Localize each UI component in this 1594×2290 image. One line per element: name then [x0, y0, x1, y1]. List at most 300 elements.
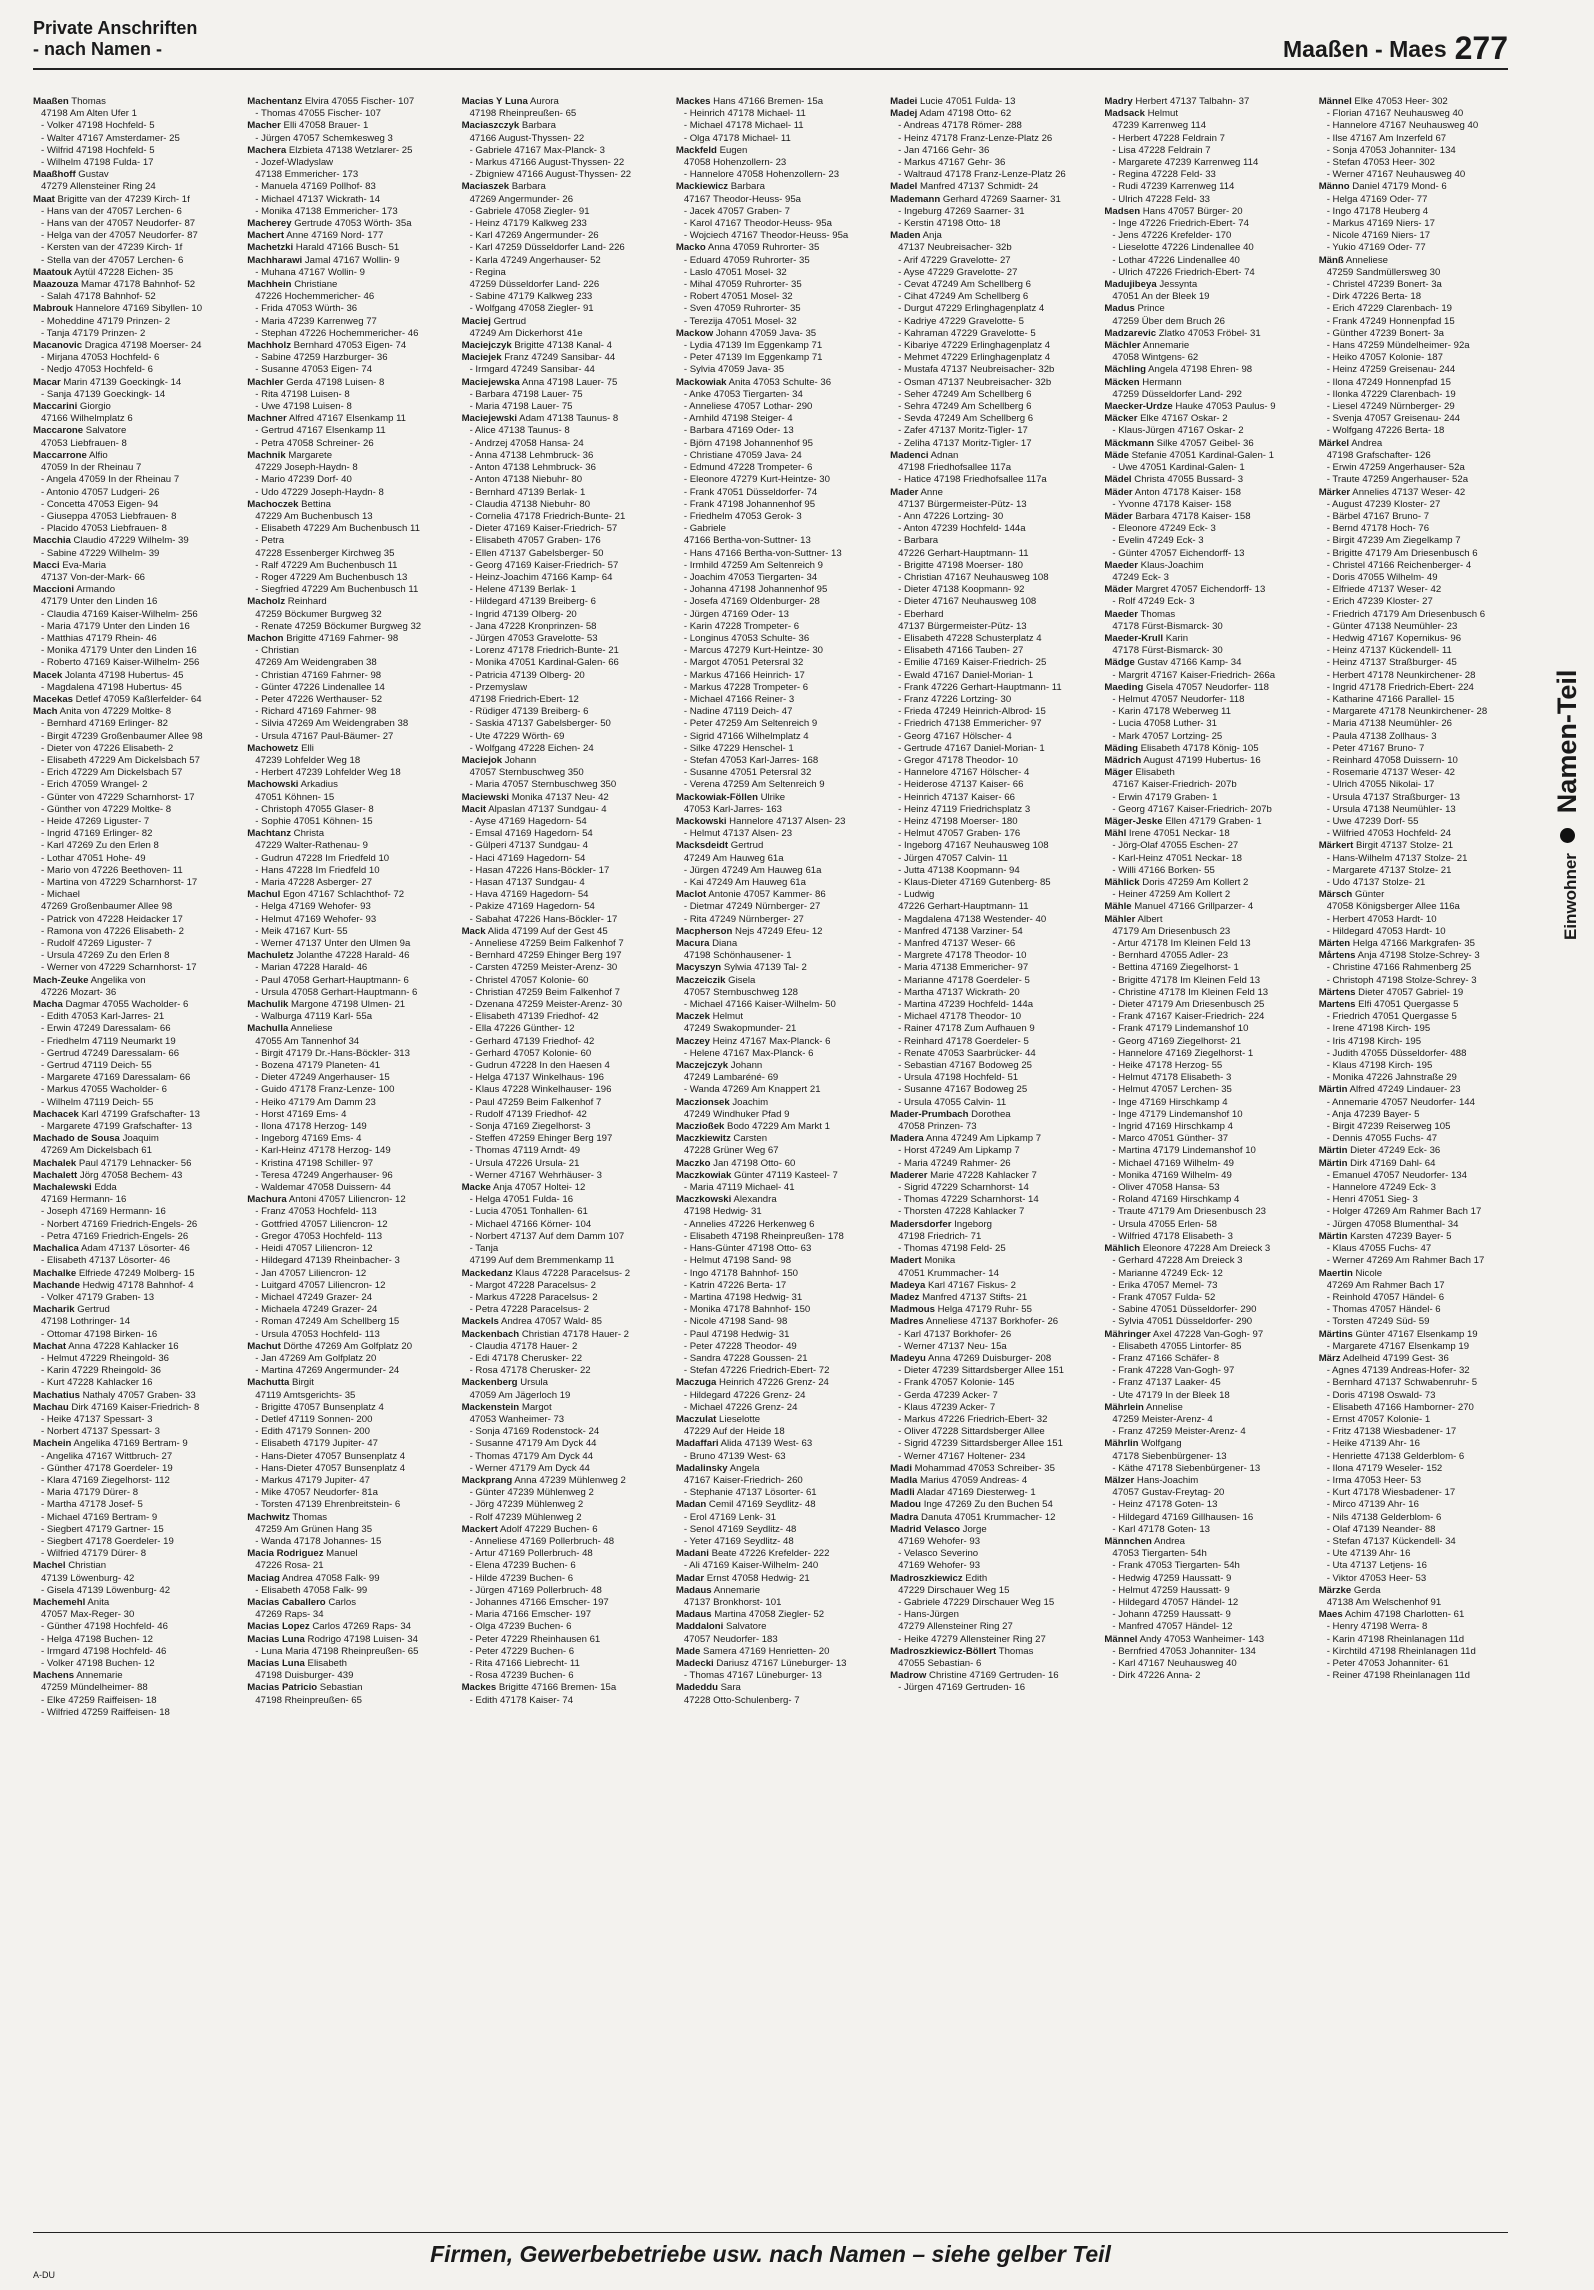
- entry-detail: Danuta 47051 Krummacher- 12: [918, 1511, 1056, 1523]
- entry-detail: Ellen 47179 Graben- 1: [1162, 815, 1262, 827]
- entry-detail: Helga 47166 Markgrafen- 35: [1350, 938, 1475, 950]
- sub-entry: - Thomas 47167 Lüneburger- 13: [683, 1670, 822, 1682]
- sub-entry: - Anke 47053 Tiergarten- 34: [683, 388, 803, 400]
- sub-entry: 47269 Am Weidengraben 38: [255, 657, 377, 669]
- name-entry: [890, 1292, 1100, 1304]
- sub-entry: 47167 Theodor-Heuss- 95a: [683, 193, 802, 205]
- entry-detail: Elfriede 47249 Molberg- 15: [76, 1267, 195, 1279]
- sub-entry: - Paul 47198 Hedwig- 31: [683, 1328, 790, 1340]
- entry-detail: Gerhard 47269 Saarner- 31: [940, 193, 1061, 205]
- surname: Madert: [890, 1255, 922, 1267]
- sub-entry: - Ingrid 47169 Hirschkamp 4: [1112, 1121, 1233, 1133]
- sub-entry: 47058 Königsberger Allee 116a: [1326, 901, 1460, 913]
- sub-entry: - Agnes 47139 Andreas-Hofer- 32: [1326, 1365, 1470, 1377]
- sub-entry: - Hasan 47137 Sundgau- 4: [469, 877, 585, 888]
- surname: Macias Lopez: [247, 1621, 310, 1633]
- entry-detail: Anja: [920, 230, 942, 242]
- sub-entry: - Michael: [41, 889, 80, 901]
- sub-entry: - Heike 47279 Allensteiner Ring 27: [898, 1633, 1046, 1645]
- sub-entry: - Klaus 47198 Kirch- 195: [1326, 1060, 1433, 1072]
- sub-entry: - Andrzej 47058 Hansa- 24: [469, 437, 584, 449]
- sub-entry: - Karl 47167 Neuhausweg 40: [1112, 1658, 1237, 1669]
- sub-entry: - Sehra 47249 Am Schellberg 6: [898, 401, 1032, 413]
- sub-entry: - Muhana 47167 Wollin- 9: [255, 266, 365, 278]
- sub-entry: - Tanja 47179 Prinzen- 2: [41, 327, 146, 339]
- sub-entry: 47198 Schönhausener- 1: [683, 950, 792, 962]
- sub-entry: 47166 Bertha-von-Suttner- 13: [683, 535, 811, 547]
- sub-entry: - Hildegard 47053 Hardt- 10: [1326, 925, 1446, 937]
- sub-entry: - Hannelore 47058 Hohenzollern- 23: [683, 169, 840, 181]
- name-entry: [1104, 487, 1314, 499]
- sub-entry: - Doris 47055 Wilhelm- 49: [1326, 571, 1438, 583]
- sub-entry: - Brigitte 47198 Moerser- 180: [898, 559, 1023, 571]
- surname: Macher: [247, 120, 281, 132]
- surname: Machulik: [247, 999, 289, 1011]
- surname: Mänß: [1318, 254, 1344, 266]
- sub-entry: - Verena 47259 Am Seltenreich 9: [683, 779, 825, 791]
- sub-entry: - Helmut 47178 Elisabeth- 3: [1112, 1072, 1232, 1084]
- name-entry: [676, 1463, 886, 1475]
- entry-detail: Annemarie: [74, 1670, 123, 1682]
- sub-entry: - Anja 47239 Bayer- 5: [1326, 1108, 1420, 1120]
- name-entry: [247, 120, 457, 132]
- sub-entry: - Rosemarie 47137 Weser- 42: [1326, 767, 1456, 779]
- name-entry: [890, 1524, 1100, 1536]
- sub-entry: 47053 Tiergarten- 54h: [1112, 1548, 1207, 1560]
- sub-entry: - Waldemar 47058 Duissern- 44: [255, 1182, 391, 1194]
- entry-detail: Franz 47249 Sansibar- 44: [501, 352, 616, 364]
- sub-entry: - Birgit 47239 Großenbaumer Allee 98: [41, 730, 203, 742]
- sub-entry: - Richard 47169 Fahrner- 98: [255, 706, 377, 718]
- sub-entry: - Bozena 47179 Planeten- 41: [255, 1060, 381, 1072]
- sub-entry: - Ursula 47167 Paul-Bäumer- 27: [255, 730, 394, 742]
- surname: Mackert: [461, 1523, 498, 1535]
- entry-detail: Manfred 47137 Stifts- 21: [919, 1291, 1028, 1303]
- entry-detail: Herbert 47137 Talbahn- 37: [1132, 96, 1250, 107]
- surname: Mächler: [1104, 340, 1141, 352]
- sub-entry: - Bernhard 47055 Adler- 23: [1112, 950, 1229, 962]
- entry-detail: Doris 47259 Am Kollert 2: [1139, 877, 1249, 888]
- sub-entry: 47053 Wanheimer- 73: [469, 1413, 565, 1425]
- sub-entry: - Irmgard 47198 Hochfeld- 46: [41, 1645, 167, 1657]
- sub-entry: - Mark 47057 Lortzing- 25: [1112, 730, 1223, 742]
- sub-entry: - Werner 47167 Wehrhäuser- 3: [469, 1169, 602, 1181]
- entry-detail: Christine 47169 Gertruden- 16: [926, 1670, 1059, 1682]
- entry-detail: Birgit 47137 Stolze- 21: [1353, 840, 1454, 852]
- name-entry: [33, 1438, 243, 1450]
- sub-entry: 47059 In der Rheinau 7: [41, 462, 142, 474]
- sub-entry: - Durgut 47229 Erlinghagenplatz 4: [898, 303, 1045, 315]
- surname: Maclot: [675, 889, 707, 901]
- sub-entry: - Bernhard 47259 Ehinger Berg 197: [469, 950, 622, 962]
- sub-entry: - Edith 47178 Kaiser- 74: [469, 1694, 574, 1706]
- name-entry: [33, 169, 243, 181]
- header-range: [1283, 30, 1508, 67]
- surname: Mårtens: [1318, 950, 1356, 962]
- sub-entry: - Karl 47259 Düsseldorfer Land- 226: [469, 242, 625, 254]
- surname: Machel: [33, 1560, 66, 1572]
- surname: Machalek: [33, 1157, 77, 1169]
- name-entry: [676, 181, 886, 193]
- name-entry: [33, 1560, 243, 1572]
- name-entry: [33, 401, 243, 413]
- sub-entry: - Helmut 47057 Graben- 176: [898, 828, 1021, 840]
- sub-entry: 47229 Auf der Heide 18: [683, 1426, 785, 1438]
- sub-entry: - Heide 47269 Liguster- 7: [41, 815, 150, 827]
- sub-entry: - Sigrid 47166 Wilhelmplatz 4: [683, 730, 809, 742]
- entry-detail: Angela: [727, 1462, 760, 1474]
- sub-entry: - Rita 47249 Nürnberger- 27: [683, 913, 804, 925]
- sub-entry: 47229 Joseph-Haydn- 8: [255, 462, 358, 474]
- sub-entry: - Wojciech 47167 Theodor-Heuss- 95a: [683, 230, 849, 242]
- sub-entry: - Manfred 47057 Händel- 12: [1112, 1621, 1233, 1633]
- name-entry: [890, 1304, 1100, 1316]
- surname: Maccarone: [33, 425, 84, 437]
- name-entry: [247, 1658, 457, 1670]
- sub-entry: - Monika 47138 Emmericher- 173: [255, 205, 398, 217]
- sub-entry: - Herbert 47228 Feldrain 7: [1112, 132, 1225, 144]
- sub-entry: - Lieselotte 47226 Lindenallee 40: [1112, 242, 1254, 254]
- entry-detail: Anna 47249 Am Lipkamp 7: [923, 1133, 1042, 1145]
- sub-entry: 47169 Wehofer- 93: [898, 1560, 981, 1572]
- name-entry: [676, 1658, 886, 1670]
- name-entry: [676, 377, 886, 389]
- entry-detail: Helga 47179 Ruhr- 55: [934, 1304, 1032, 1316]
- surname: Machhein: [247, 279, 292, 291]
- name-entry: [1104, 584, 1314, 596]
- name-entry: [247, 218, 457, 230]
- sub-entry: - Klaus 47228 Winkelhauser- 196: [469, 1084, 612, 1096]
- sub-entry: - Jürgen 47169 Gertruden- 16: [898, 1682, 1026, 1694]
- sub-entry: - Bärbel 47167 Bruno- 7: [1326, 510, 1430, 522]
- surname: Mählich: [1104, 1243, 1141, 1255]
- entry-detail: Nicole: [1352, 1267, 1383, 1279]
- sub-entry: - Dennis 47055 Fuchs- 47: [1326, 1133, 1438, 1145]
- sub-entry: - Hans-Jürgen: [898, 1609, 959, 1621]
- surname: Machande: [33, 1279, 80, 1291]
- sub-entry: - Margrete 47178 Theodor- 10: [898, 950, 1027, 962]
- name-entry: [676, 242, 886, 254]
- sub-entry: - Werner 47137 Unter den Ulmen 9a: [255, 938, 411, 950]
- sub-entry: - Wanda 47269 Am Knappert 21: [683, 1084, 821, 1096]
- sub-entry: - Przemyslaw: [469, 681, 528, 693]
- name-entry: [890, 1499, 1100, 1511]
- sub-entry: - Ursula 47053 Hochfeld- 113: [255, 1328, 380, 1340]
- name-entry: [676, 1548, 886, 1560]
- sub-entry: 47057 Sternbuschweg 350: [469, 767, 584, 779]
- sub-entry: - Georg 47169 Ziegelhorst- 21: [1112, 1035, 1241, 1047]
- sub-entry: - Reiner 47198 Rheinlanagen 11d: [1326, 1670, 1470, 1682]
- sub-entry: - Michael 47169 Bertram- 9: [41, 1511, 158, 1523]
- sub-entry: - Sanja 47139 Goeckingk- 14: [41, 388, 166, 400]
- sub-entry: - Werner 47269 Am Rahmer Bach 17: [1326, 1255, 1485, 1267]
- name-entry: [890, 1487, 1100, 1499]
- header-title-line2: - nach Namen -: [33, 39, 163, 59]
- directory-column: [1319, 96, 1533, 2226]
- sub-entry: - Yeter 47169 Seydlitz- 48: [683, 1535, 794, 1547]
- name-entry: [1319, 1231, 1529, 1243]
- name-entry: [676, 1060, 886, 1072]
- surname: Mader: [890, 486, 919, 498]
- sub-entry: 47138 Am Welschenhof 91: [1326, 1596, 1442, 1608]
- sub-entry: - Giuseppa 47053 Liebfrauen- 8: [41, 510, 177, 522]
- sub-entry: - Kristina 47198 Schiller- 97: [255, 1157, 374, 1169]
- sub-entry: - Frank 47198 Johannenhof 95: [683, 498, 816, 510]
- sub-entry: - Nadine 47119 Deich- 47: [683, 706, 793, 718]
- entry-detail: Gustav 47166 Kamp- 34: [1134, 657, 1242, 669]
- sub-entry: - Werner 47167 Neuhausweg 40: [1326, 169, 1466, 181]
- name-entry: [676, 1377, 886, 1389]
- surname: Maciejek: [461, 352, 502, 364]
- name-entry: [462, 316, 672, 328]
- surname: Maciaszczyk: [461, 120, 520, 132]
- name-entry: [890, 1133, 1100, 1145]
- surname: Machutta: [247, 1377, 290, 1389]
- sub-entry: 47198 Friedrich- 71: [898, 1230, 982, 1242]
- sub-entry: - Maria 47138 Emmericher- 97: [898, 962, 1029, 974]
- sub-entry: - Jan 47166 Gehr- 36: [898, 144, 990, 156]
- sub-entry: - Stella van der 47057 Lerchen- 6: [41, 254, 184, 266]
- surname: Maeder-Krull: [1104, 632, 1164, 644]
- sub-entry: - Sigrid 47229 Scharnhorst- 14: [898, 1182, 1029, 1194]
- sub-entry: 47058 Wintgens- 62: [1112, 352, 1199, 364]
- surname: Mährlin: [1104, 1438, 1139, 1450]
- surname: Männel: [1318, 96, 1352, 107]
- entry-detail: Alexandra: [731, 1194, 777, 1206]
- sub-entry: - Jozef-Wladyslaw: [255, 157, 334, 169]
- sub-entry: - Joachim 47053 Tiergarten- 34: [683, 571, 818, 583]
- sub-entry: - Ursula 47138 Neumühler- 13: [1326, 803, 1456, 815]
- sub-entry: - Lucia 47051 Tonhallen- 61: [469, 1206, 588, 1218]
- sub-entry: - Rudi 47239 Karrenweg 114: [1112, 181, 1235, 193]
- sub-entry: 47058 Prinzen- 73: [898, 1121, 977, 1133]
- sub-entry: - Meik 47167 Kurt- 55: [255, 925, 348, 937]
- sub-entry: 47178 Siebenbürgener- 13: [1112, 1450, 1227, 1462]
- sub-entry: - Michael 47226 Grenz- 24: [683, 1401, 798, 1413]
- name-entry: [33, 706, 243, 718]
- name-entry: [676, 1133, 886, 1145]
- surname: Märker: [1318, 486, 1351, 498]
- sub-entry: - Margarete 47178 Neunkirchener- 28: [1326, 706, 1488, 718]
- name-entry: [462, 1268, 672, 1280]
- sub-entry: - Elfriede 47137 Weser- 42: [1326, 584, 1442, 596]
- sub-entry: - Cevat 47249 Am Schellberg 6: [898, 279, 1031, 291]
- sub-entry: - Claudia 47138 Niebuhr- 80: [469, 498, 591, 510]
- name-entry: [676, 962, 886, 974]
- entry-detail: Gertrude 47053 Wörth- 35a: [291, 218, 412, 230]
- sub-entry: - Monika 47051 Kardinal-Galen- 66: [469, 657, 619, 669]
- sub-entry: - Guido 47178 Franz-Lenze- 100: [255, 1084, 395, 1096]
- sub-entry: - Ingrid 47169 Erlinger- 82: [41, 828, 153, 840]
- entry-detail: Andrea: [1349, 437, 1383, 449]
- sub-entry: - Christine 47178 Im Kleinen Feld 13: [1112, 986, 1269, 998]
- sub-entry: - Erol 47169 Lenk- 31: [683, 1511, 777, 1523]
- sub-entry: - Brigitte 47179 Am Driesenbusch 6: [1326, 547, 1478, 559]
- entry-detail: Ulrike: [757, 791, 786, 803]
- entry-detail: Johann: [502, 754, 537, 766]
- sub-entry: - Ali 47169 Kaiser-Wilhelm- 240: [683, 1560, 819, 1572]
- name-entry: [1104, 1438, 1314, 1450]
- name-entry: [676, 1682, 886, 1694]
- sub-entry: - Mihal 47059 Ruhrorter- 35: [683, 279, 802, 291]
- sub-entry: - Mirco 47139 Ahr- 16: [1326, 1499, 1419, 1511]
- sub-entry: - Christian 47167 Neuhausweg 108: [898, 571, 1049, 583]
- sub-entry: - Monika 47169 Wilhelm- 49: [1112, 1169, 1232, 1181]
- sub-entry: - Günter 47057 Eichendorff- 13: [1112, 547, 1245, 559]
- surname: Machau: [33, 1401, 69, 1413]
- sub-entry: - Heidi 47057 Liliencron- 12: [255, 1243, 373, 1255]
- sub-entry: - Dieter 47167 Neuhausweg 108: [898, 596, 1037, 608]
- entry-detail: Dörthe 47269 Am Golfplatz 20: [280, 1340, 413, 1352]
- sub-entry: 47199 Auf dem Bremmenkamp 11: [469, 1255, 615, 1267]
- entry-detail: Günter 47119 Kasteel- 7: [731, 1169, 838, 1181]
- surname: Maat: [33, 193, 55, 205]
- sub-entry: - Werner von 47229 Scharnhorst- 17: [41, 962, 197, 974]
- sub-entry: - Volker 47179 Graben- 13: [41, 1291, 155, 1303]
- sub-entry: - Werner 47179 Am Dyck 44: [469, 1462, 590, 1474]
- sub-entry: - Karin 47178 Weberweg 11: [1112, 706, 1231, 718]
- surname: Madrid Velasco: [890, 1523, 960, 1535]
- sub-entry: - Peter 47139 Im Eggenkamp 71: [683, 352, 823, 364]
- entry-detail: Hans 47166 Bremen- 15a: [710, 96, 824, 107]
- sub-entry: - Käthe 47178 Siebenbürgener- 13: [1112, 1462, 1261, 1474]
- sub-entry: - Martina von 47229 Scharnhorst- 17: [41, 877, 198, 888]
- entry-detail: Angelika von: [88, 974, 146, 986]
- surname: Madaus: [675, 1609, 712, 1621]
- sub-entry: - Katrin 47226 Berta- 17: [683, 1279, 787, 1291]
- sub-entry: - Elisabeth 47198 Rheinpreußen- 178: [683, 1230, 844, 1242]
- name-entry: [1104, 1634, 1314, 1646]
- surname: Männo: [1318, 181, 1350, 193]
- entry-detail: Hans-Joachim: [1134, 1474, 1199, 1486]
- sub-entry: - Gabriele 47167 Max-Planck- 3: [469, 144, 606, 156]
- sub-entry: - Margarete 47199 Grafschafter- 13: [41, 1121, 192, 1133]
- sub-entry: - Franz 47166 Schäfer- 8: [1112, 1352, 1220, 1364]
- sub-entry: 47249 Lambaréné- 69: [683, 1072, 779, 1084]
- sub-entry: - Erika 47057 Memel- 73: [1112, 1279, 1218, 1291]
- sub-entry: - Jürgen 47057 Calvin- 11: [898, 852, 1008, 864]
- entry-detail: Manuel: [323, 1548, 358, 1560]
- entry-detail: Dieter 47057 Gabriel- 19: [1355, 986, 1464, 998]
- sub-entry: - Margarete 47167 Elsenkamp 19: [1326, 1340, 1470, 1352]
- sub-entry: 47198 Friedrich-Ebert- 12: [469, 693, 579, 705]
- entry-detail: Nathaly 47057 Graben- 33: [79, 1389, 196, 1401]
- entry-detail: Barbara 47178 Kaiser- 158: [1132, 510, 1251, 522]
- name-entry: [33, 1109, 243, 1121]
- sub-entry: - Ilonka 47229 Clarenbach- 19: [1326, 388, 1456, 400]
- surname: Märtin: [1318, 1157, 1348, 1169]
- surname: Mackenbach: [461, 1328, 520, 1340]
- surname: Maertin: [1318, 1267, 1353, 1279]
- name-entry: [890, 194, 1100, 206]
- sub-entry: - Anneliese 47057 Lothar- 290: [683, 401, 813, 413]
- sub-entry: - Heinz 47178 Franz-Lenze-Platz 26: [898, 132, 1053, 144]
- surname: Maden: [890, 230, 921, 242]
- sub-entry: 47269 Am Dickelsbach 61: [41, 1145, 152, 1157]
- name-entry: [247, 1621, 457, 1633]
- entry-detail: Anita von 47229 Moltke- 8: [57, 706, 172, 718]
- sub-entry: - Gertrude 47167 Daniel-Morian- 1: [898, 742, 1045, 754]
- sub-entry: - Annemarie 47057 Neudorfer- 144: [1326, 1096, 1475, 1108]
- sub-entry: - Ingo 47178 Heuberg 4: [1326, 205, 1429, 217]
- name-entry: [1319, 1585, 1529, 1597]
- name-entry: [1104, 560, 1314, 572]
- surname: Macharik: [33, 1304, 75, 1316]
- surname: Mackenstein: [461, 1401, 520, 1413]
- sub-entry: - Gerhard 47139 Friedhof- 42: [469, 1035, 595, 1047]
- sub-entry: - Eleonore 47249 Eck- 3: [1112, 523, 1216, 535]
- surname: Madzarevic: [1104, 327, 1157, 339]
- surname: Machtanz: [247, 828, 291, 840]
- surname: Made: [675, 1645, 701, 1657]
- sub-entry: - Werner 47137 Neu- 15a: [898, 1340, 1007, 1352]
- sub-entry: - Herbert 47053 Hardt- 10: [1326, 913, 1437, 925]
- sub-entry: - Margarete 47239 Karrenweg 114: [1112, 157, 1259, 169]
- entry-detail: Gerda 47198 Luisen- 8: [283, 376, 385, 388]
- sub-entry: - Maria 47179 Dürer- 8: [41, 1487, 139, 1499]
- sub-entry: - Hildegard 47139 Breiberg- 6: [469, 596, 596, 608]
- name-entry: [1104, 377, 1314, 389]
- sub-entry: - Henri 47051 Sieg- 3: [1326, 1194, 1418, 1206]
- surname: Maciejczyk: [461, 340, 512, 352]
- sub-entry: - Rudolf 47269 Liguster- 7: [41, 938, 152, 950]
- sub-entry: 47269 Raps- 34: [255, 1609, 324, 1621]
- entry-detail: Gerda: [1351, 1584, 1381, 1596]
- sub-entry: - Frank 47179 Lindemanshof 10: [1112, 1023, 1249, 1035]
- surname: Macanovic: [33, 340, 83, 352]
- sub-entry: - Angelika 47167 Wittbruch- 27: [41, 1450, 173, 1462]
- entry-detail: Brigitte 47138 Kanal- 4: [511, 340, 612, 352]
- sub-entry: - Eduard 47059 Ruhrorter- 35: [683, 254, 810, 266]
- entry-detail: Annelise: [1143, 1401, 1183, 1413]
- entry-detail: Anja 47057 Holtei- 12: [490, 1182, 586, 1194]
- sub-entry: - Wilhelm 47119 Deich- 55: [41, 1096, 154, 1108]
- sub-entry: - Reinhard 47178 Goerdeler- 5: [898, 1035, 1029, 1047]
- sub-entry: - Kai 47249 Am Hauweg 61a: [683, 877, 806, 888]
- entry-detail: Alfred 47249 Lindauer- 23: [1347, 1084, 1461, 1096]
- sub-entry: - Klara 47169 Ziegelhorst- 112: [41, 1474, 170, 1486]
- sub-entry: - Markus 47167 Gehr- 36: [898, 157, 1006, 169]
- sub-entry: - Maria 47198 Lauer- 75: [469, 401, 573, 413]
- surname: Madrow: [890, 1670, 927, 1682]
- name-entry: [1104, 328, 1314, 340]
- entry-detail: Manuel 47166 Grillparzer- 4: [1131, 901, 1254, 913]
- sub-entry: - Gerhard 47228 Am Dreieck 3: [1112, 1255, 1243, 1267]
- sub-entry: 47259 Böckumer Burgweg 32: [255, 608, 382, 620]
- name-entry: [247, 499, 457, 511]
- entry-detail: Anja 47198 Stolze-Schrey- 3: [1355, 950, 1480, 962]
- name-entry: [676, 1170, 886, 1182]
- name-entry: [33, 1597, 243, 1609]
- sub-entry: - Ursula 47058 Gerhart-Hauptmann- 6: [255, 986, 418, 998]
- surname: Martens: [1318, 999, 1356, 1011]
- name-entry: [247, 413, 457, 425]
- entry-detail: Adam 47138 Taunus- 8: [517, 413, 619, 425]
- surname: Madeya: [890, 1279, 926, 1291]
- name-entry: [890, 1316, 1100, 1328]
- sub-entry: - Ella 47226 Günther- 12: [469, 1023, 575, 1035]
- sub-entry: - Bruno 47139 West- 63: [683, 1450, 786, 1462]
- name-entry: [890, 230, 1100, 242]
- entry-detail: Brigitte 47169 Fahrner- 98: [283, 632, 399, 644]
- sub-entry: - Walter 47167 Amsterdamer- 25: [41, 132, 180, 144]
- sub-entry: - Lydia 47139 Im Eggenkamp 71: [683, 340, 823, 352]
- sub-entry: - Heiderose 47137 Kaiser- 66: [898, 779, 1024, 791]
- sub-entry: - Artur 47178 Im Kleinen Feld 13: [1112, 938, 1251, 950]
- entry-detail: Thomas: [68, 96, 106, 107]
- sub-entry: - Elisabeth 47228 Schusterplatz 4: [898, 632, 1042, 644]
- name-entry: [1104, 609, 1314, 621]
